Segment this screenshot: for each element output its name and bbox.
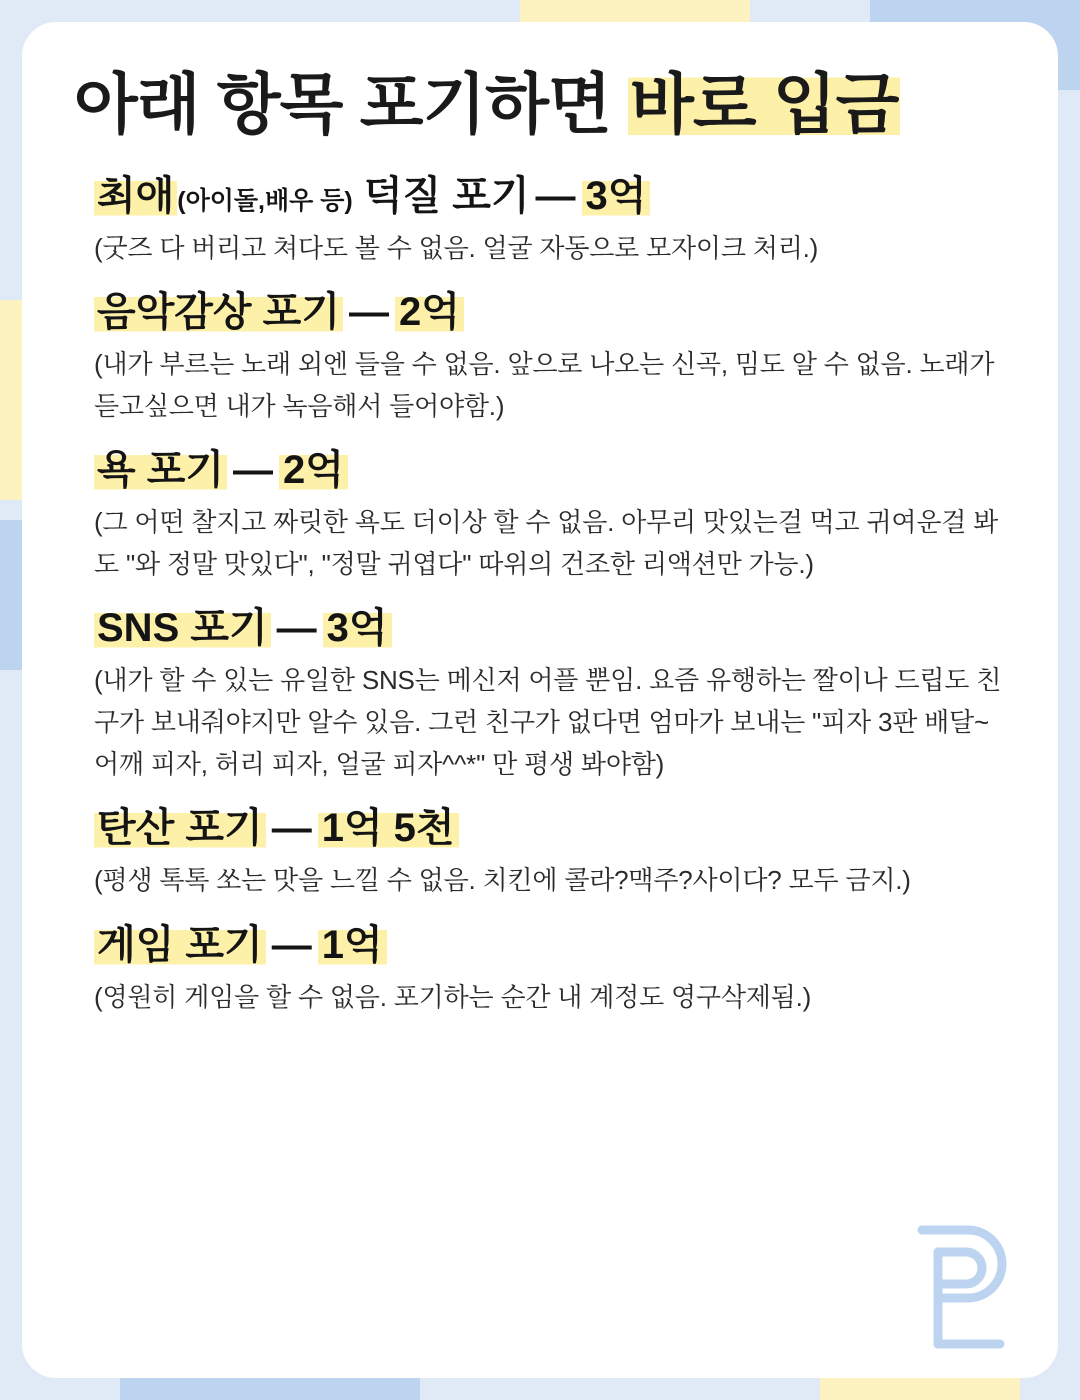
item-price: 3억 [323,606,392,650]
item-price: 3억 [582,174,651,218]
item-keyword: 욕 포기 [94,448,227,492]
item-heading [94,920,1014,970]
item-description: (굿즈 다 버리고 쳐다도 볼 수 없음. 얼굴 자동으로 모자이크 처리.) [94,232,819,263]
item-sub-note: (아이돌,배우 등) [177,186,353,215]
list-item [66,445,1014,585]
item-description: (내가 할 수 있는 유일한 SNS는 메신저 어플 뿐임. 요즘 유행하는 짤이나 드립도 친구가 보내줘야지만 알수 있음. 그런 친구가 없다면 엄마가 보내는 "피자 3판 배달~ 어깨 피자, 허리 피자, 얼굴 피자^^*" 만 평생 봐야함) [94,665,1002,780]
item-description: (평생 톡톡 쏘는 맛을 느낄 수 없음. 치킨에 콜라?맥주?사이다? 모두 금지.) [94,865,911,896]
list-item [66,803,1014,901]
item-dash: — [233,447,274,492]
item-price: 1억 [318,923,387,967]
item-dash: — [348,289,389,334]
page-title-plain: 아래 항목 포기하면 [74,67,629,141]
item-keyword: 탄산 포기 [94,806,266,850]
list-item [66,920,1014,1018]
item-dash: — [271,806,312,851]
item-action: 덕질 포기 [363,173,530,218]
p-monogram-logo-icon [902,1222,1022,1352]
item-heading [94,603,1014,653]
item-dash: — [271,922,312,967]
list-item [66,287,1014,427]
page-title-highlight: 바로 입금 [630,67,899,141]
item-price: 2억 [279,448,348,492]
item-dash: — [535,173,576,218]
item-keyword: 최애 [94,174,177,218]
item-heading [94,445,1014,495]
item-price: 2억 [395,290,464,334]
list-item [66,171,1014,269]
item-heading [94,171,1014,221]
item-dash: — [276,606,317,651]
item-keyword: 음악감상 포기 [94,290,343,334]
content-card [22,22,1058,1378]
item-keyword: SNS 포기 [94,606,271,650]
item-keyword: 게임 포기 [94,923,266,967]
item-description: (영원히 게임을 할 수 없음. 포기하는 순간 내 계정도 영구삭제됨.) [94,981,812,1012]
item-description: (그 어떤 찰지고 짜릿한 욕도 더이상 할 수 없음. 아무리 맛있는걸 먹고 귀여운걸 봐도 "와 정말 맛있다", "정말 귀엽다" 따위의 건조한 리액션만 가능.) [94,506,999,580]
page-title [74,68,1014,141]
item-price: 1억 5천 [318,806,459,850]
item-heading [94,803,1014,853]
list-item [66,603,1014,785]
item-description: (내가 부르는 노래 외엔 들을 수 없음. 앞으로 나오는 신곡, 밈도 알 수 없음. 노래가 듣고싶으면 내가 녹음해서 들어야함.) [94,348,995,421]
item-heading [94,287,1014,337]
